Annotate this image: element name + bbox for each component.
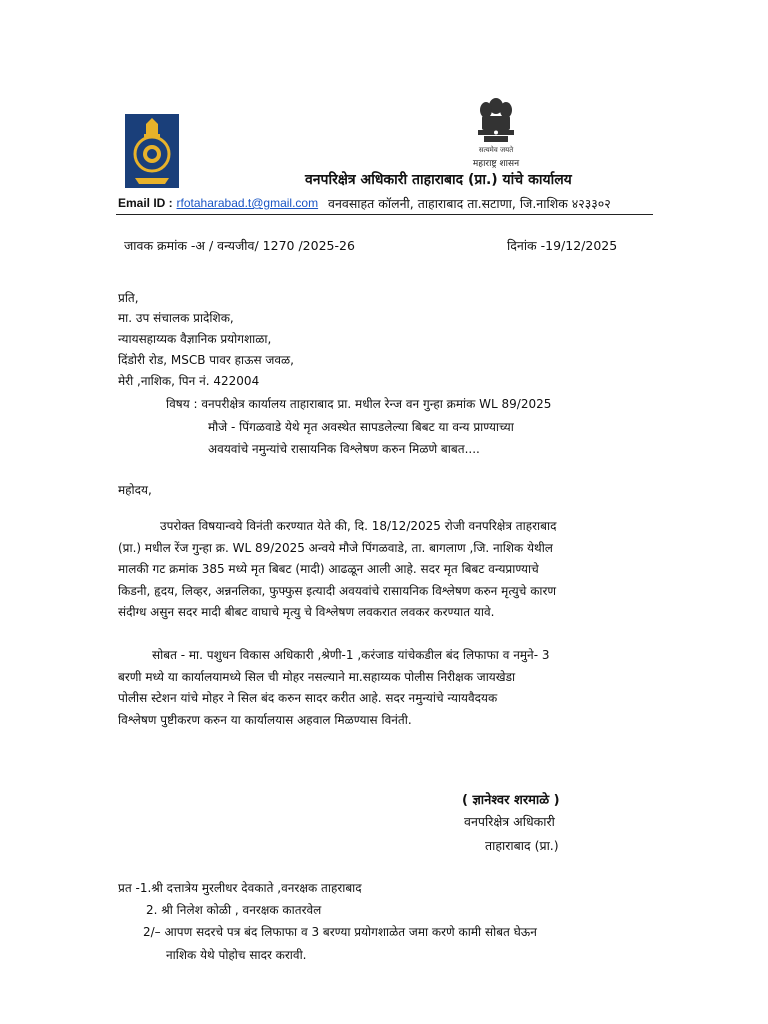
email-link[interactable]: rfotaharabad.t@gmail.com xyxy=(176,196,319,210)
copy-line: नाशिक येथे पोहोच सादर करावी. xyxy=(166,948,307,962)
signatory-place: ताहाराबाद (प्रा.) xyxy=(485,838,559,853)
reference-number: जावक क्रमांक -अ / वन्यजीव/ 1270 /2025-26 xyxy=(124,238,355,253)
signatory-name: ( ज्ञानेश्वर शरमाळे ) xyxy=(462,793,560,808)
subject-line: अवयवांचे नमुन्यांचे रासायनिक विश्लेषण करुन मिळणे बाबत.... xyxy=(208,442,480,456)
police-badge-logo xyxy=(125,114,179,188)
copy-line: 2. श्री निलेश कोळी , वनरक्षक कातरवेल xyxy=(146,903,322,917)
recipient-line: मेरी ,नाशिक, पिन नं. 422004 xyxy=(118,374,260,388)
body-paragraph-1 xyxy=(118,516,556,624)
header-divider xyxy=(116,214,653,215)
government-name: महाराष्ट्र शासन xyxy=(472,159,520,169)
paragraph-line: विश्लेषण पुष्टीकरण करुन या कार्यालयास अहवाल मिळण्यास विनंती. xyxy=(118,712,412,727)
salutation: महोदय, xyxy=(118,483,152,497)
copy-line: 2/– आपण सदरचे पत्र बंद लिफाफा व 3 बरण्या प्रयोगशाळेत जमा करणे कामी सोबत घेऊन xyxy=(143,925,537,939)
paragraph-line: मालकी गट क्रमांक 385 मध्ये मृत बिबट (मादी) आढळून आली आहे. सदर मृत बिबट वन्यप्राण्याचे xyxy=(118,562,539,576)
subject-line: मौजे - पिंगळवाडे येथे मृत अवस्थेत सापडलेल्या बिबट या वन्य प्राण्याच्या xyxy=(208,420,514,434)
paragraph-line: पोलीस स्टेशन यांचे मोहर ने सिल बंद करुन सादर करीत आहे. सदर नमुन्यांचे न्यायवैदयक xyxy=(118,691,498,705)
office-address: वनवसाहत कॉलनी, ताहाराबाद ता.सटाणा, जि.नाशिक ४२३३०२ xyxy=(328,196,611,211)
office-title: वनपरिक्षेत्र अधिकारी ताहाराबाद (प्रा.) यांचे कार्यालय xyxy=(305,172,572,188)
recipient-line: न्यायसहाय्यक वैज्ञानिक प्रयोगशाळा, xyxy=(118,332,272,346)
email-label: Email ID : xyxy=(118,196,173,210)
paragraph-line: उपरोक्त विषयान्वये विनंती करण्यात येते की, दि. 18/12/2025 रोजी वनपरिक्षेत्र ताहराबाद xyxy=(160,519,557,533)
emblem-motto: सत्यमेव जयते xyxy=(478,146,514,154)
paragraph-line: संदीग्ध असुन सदर मादी बीबट वाघाचे मृत्यु चे विश्लेषण लवकरात लवकर करण्यात यावे. xyxy=(118,605,495,619)
paragraph-line: किडनी, हृदय, लिव्हर, अन्ननलिका, फुफ्फुस इत्यादी अवयवांचे रासायनिक विश्लेषण करुन मृत्युचे कारण xyxy=(118,583,557,598)
subject-line: विषय : वनपरीक्षेत्र कार्यालय ताहाराबाद प्रा. मधील रेन्ज वन गुन्हा क्रमांक WL 89/2025 xyxy=(166,397,552,411)
recipient-to: प्रति, xyxy=(118,291,139,305)
body-paragraph-2 xyxy=(118,645,549,731)
paragraph-line: (प्रा.) मधील रेंज गुन्हा क्र. WL 89/2025 अन्वये मौजे पिंगळवाडे, ता. बागलाण ,जि. नाशिक येथील xyxy=(118,540,553,555)
paragraph-line: बरणी मध्ये या कार्यालयामध्ये सिल ची मोहर नसल्याने मा.सहाय्यक पोलीस निरीक्षक जायखेडा xyxy=(118,669,516,684)
recipient-line: मा. उप संचालक प्रादेशिक, xyxy=(118,311,234,325)
email-row xyxy=(118,196,318,210)
letter-date: दिनांक -19/12/2025 xyxy=(507,238,618,253)
paragraph-line: सोबत - मा. पशुधन विकास अधिकारी ,श्रेणी-1 ,करंजाड यांचेकडील बंद लिफाफा व नमुने- 3 xyxy=(152,648,550,662)
signatory-designation: वनपरिक्षेत्र अधिकारी xyxy=(464,814,555,829)
recipient-line: दिंडोरी रोड, MSCB पावर हाऊस जवळ, xyxy=(118,353,294,367)
copy-line: प्रत -1.श्री दत्तात्रेय मुरलीधर देवकाते ,वनरक्षक ताहराबाद xyxy=(118,881,362,895)
